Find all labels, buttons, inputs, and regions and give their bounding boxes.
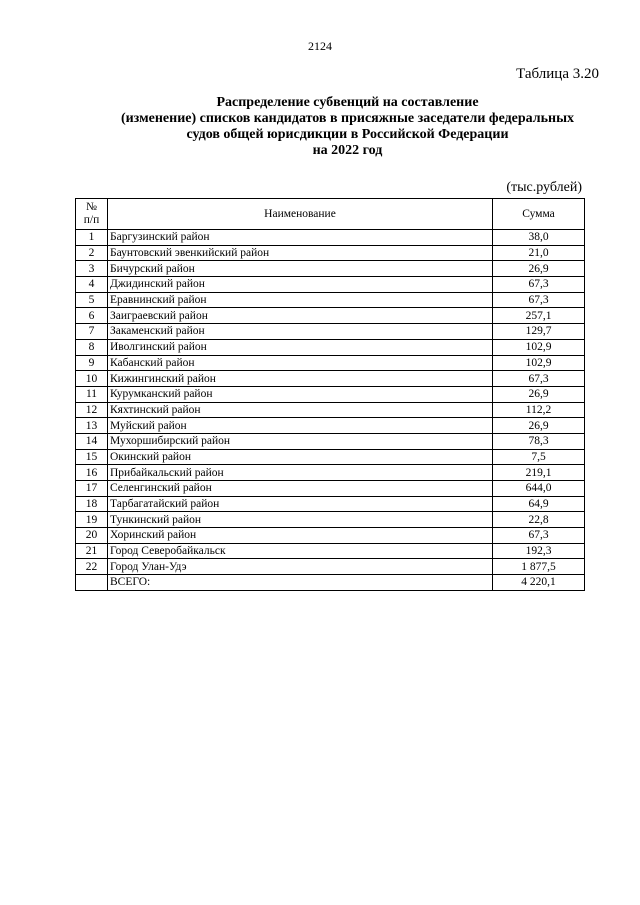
title-line: Распределение субвенций на составление (216, 95, 479, 110)
row-number: 6 (76, 308, 108, 324)
row-number: 15 (76, 449, 108, 465)
row-name: Баргузинский район (108, 230, 493, 246)
row-name: Курумканский район (108, 386, 493, 402)
row-name: Заиграевский район (108, 308, 493, 324)
row-name: Муйский район (108, 418, 493, 434)
row-number (76, 575, 108, 591)
table-row (76, 371, 585, 387)
row-sum: 67,3 (493, 292, 585, 308)
row-sum: 78,3 (493, 433, 585, 449)
row-sum: 38,0 (493, 230, 585, 246)
table-row (76, 245, 585, 261)
row-number: 16 (76, 465, 108, 481)
row-name: Тункинский район (108, 512, 493, 528)
row-sum: 4 220,1 (493, 575, 585, 591)
row-name: Город Улан-Удэ (108, 559, 493, 575)
row-number: 12 (76, 402, 108, 418)
table-row (76, 465, 585, 481)
row-number: 19 (76, 512, 108, 528)
row-sum: 192,3 (493, 543, 585, 559)
table-row (76, 230, 585, 246)
row-name: Кяхтинский район (108, 402, 493, 418)
table-row (76, 418, 585, 434)
page-number: 2124 (308, 39, 332, 53)
row-name: Джидинский район (108, 277, 493, 293)
header-name: Наименование (108, 199, 493, 230)
row-sum: 102,9 (493, 339, 585, 355)
table-row (76, 308, 585, 324)
row-number: 22 (76, 559, 108, 575)
row-name: Окинский район (108, 449, 493, 465)
title-line: на 2022 год (312, 143, 383, 158)
table-row (76, 543, 585, 559)
header-number-line1: № (86, 201, 97, 213)
row-number: 17 (76, 481, 108, 497)
table-header-row (76, 199, 585, 230)
row-name: Еравнинский район (108, 292, 493, 308)
row-number: 7 (76, 324, 108, 340)
row-sum: 257,1 (493, 308, 585, 324)
row-name: Тарбагатайский район (108, 496, 493, 512)
row-number: 10 (76, 371, 108, 387)
table-row (76, 433, 585, 449)
table-row (76, 559, 585, 575)
row-name: Мухоршибирский район (108, 433, 493, 449)
row-sum: 67,3 (493, 371, 585, 387)
row-sum: 64,9 (493, 496, 585, 512)
row-sum: 22,8 (493, 512, 585, 528)
row-sum: 67,3 (493, 277, 585, 293)
table-row (76, 355, 585, 371)
row-name: Кижингинский район (108, 371, 493, 387)
table-row (76, 277, 585, 293)
table-row (76, 386, 585, 402)
document-title (50, 95, 640, 159)
table-body (76, 230, 585, 591)
row-sum: 129,7 (493, 324, 585, 340)
row-sum: 219,1 (493, 465, 585, 481)
row-name: Кабанский район (108, 355, 493, 371)
row-name: Бичурский район (108, 261, 493, 277)
row-number: 18 (76, 496, 108, 512)
table-row (76, 449, 585, 465)
row-number: 8 (76, 339, 108, 355)
row-sum: 112,2 (493, 402, 585, 418)
row-sum: 644,0 (493, 481, 585, 497)
header-number (76, 199, 108, 230)
table-row (76, 292, 585, 308)
row-number: 14 (76, 433, 108, 449)
title-line: судов общей юрисдикции в Российской Федерации (186, 127, 509, 142)
table-label: Таблица 3.20 (516, 66, 599, 82)
row-sum: 26,9 (493, 418, 585, 434)
row-sum: 26,9 (493, 386, 585, 402)
row-sum: 26,9 (493, 261, 585, 277)
total-row (76, 575, 585, 591)
row-number: 21 (76, 543, 108, 559)
row-name: ВСЕГО: (108, 575, 493, 591)
table-row (76, 339, 585, 355)
row-name: Прибайкальский район (108, 465, 493, 481)
row-number: 20 (76, 528, 108, 544)
units-label: (тыс.рублей) (506, 180, 582, 195)
row-name: Закаменский район (108, 324, 493, 340)
subvention-table (75, 198, 585, 591)
table-row (76, 402, 585, 418)
row-sum: 102,9 (493, 355, 585, 371)
row-name: Хоринский район (108, 528, 493, 544)
row-number: 1 (76, 230, 108, 246)
header-number-line2: п/п (83, 214, 100, 226)
row-name: Баунтовский эвенкийский район (108, 245, 493, 261)
table-row (76, 324, 585, 340)
title-line: (изменение) списков кандидатов в присяжные заседатели федеральных (120, 111, 575, 126)
row-number: 11 (76, 386, 108, 402)
row-sum: 21,0 (493, 245, 585, 261)
row-name: Селенгинский район (108, 481, 493, 497)
header-sum: Сумма (493, 199, 585, 230)
row-number: 4 (76, 277, 108, 293)
row-number: 13 (76, 418, 108, 434)
row-number: 3 (76, 261, 108, 277)
row-name: Город Северобайкальск (108, 543, 493, 559)
row-sum: 7,5 (493, 449, 585, 465)
row-sum: 67,3 (493, 528, 585, 544)
table-row (76, 261, 585, 277)
row-number: 9 (76, 355, 108, 371)
row-name: Иволгинский район (108, 339, 493, 355)
table-row (76, 528, 585, 544)
table-row (76, 512, 585, 528)
table-row (76, 481, 585, 497)
table-row (76, 496, 585, 512)
row-number: 5 (76, 292, 108, 308)
row-sum: 1 877,5 (493, 559, 585, 575)
row-number: 2 (76, 245, 108, 261)
